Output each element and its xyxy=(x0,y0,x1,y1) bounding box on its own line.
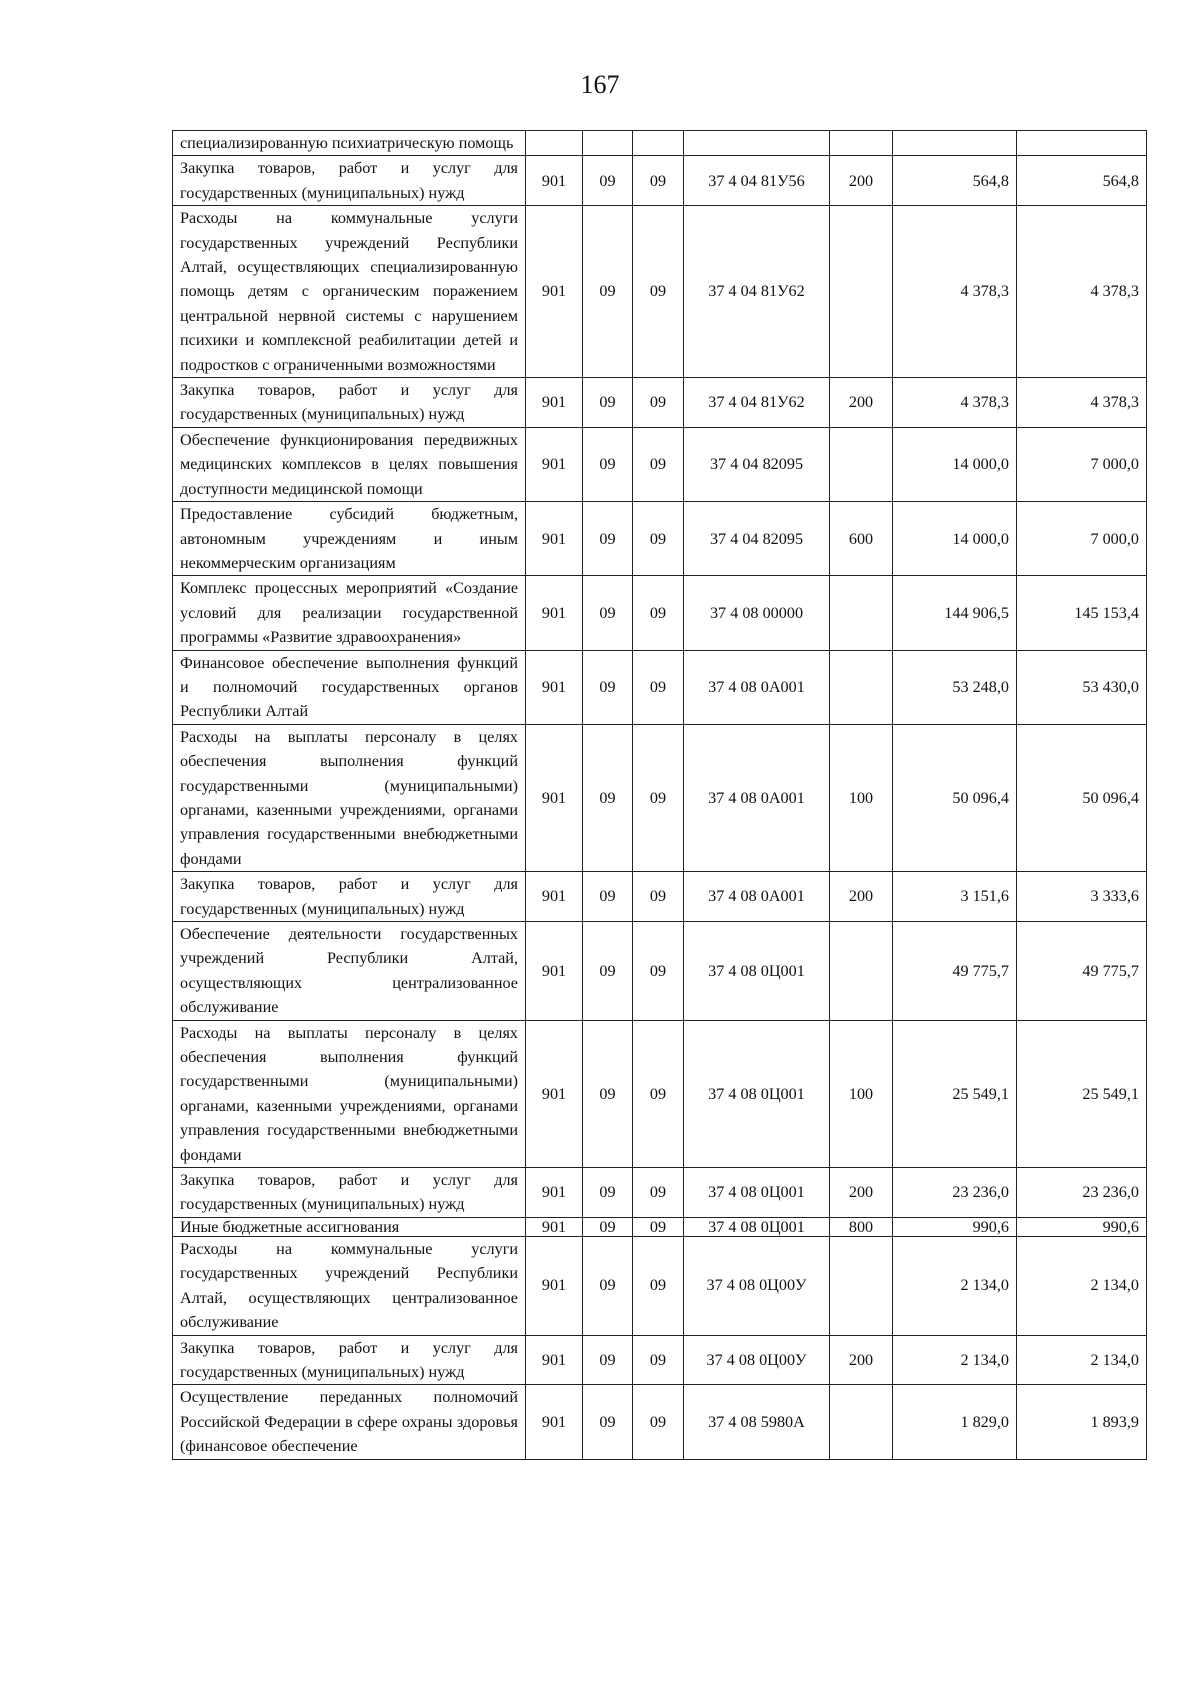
section-code: 09 xyxy=(583,1236,633,1335)
item-name: Предоставление субсидий бюджетным, автономным учреждениям и иным некоммерческим организациям xyxy=(173,502,526,576)
table-row xyxy=(173,206,1147,378)
amount-year-2: 25 549,1 xyxy=(1017,1020,1147,1167)
section-code: 09 xyxy=(583,1168,633,1218)
target-article-code: 37 4 04 81У56 xyxy=(684,156,830,206)
expense-type-code xyxy=(830,1385,893,1459)
table-row xyxy=(173,378,1147,428)
expense-type-code: 200 xyxy=(830,156,893,206)
table-row xyxy=(173,1217,1147,1236)
target-article-code: 37 4 08 0Ц001 xyxy=(684,922,830,1021)
section-code: 09 xyxy=(583,724,633,871)
section-code: 09 xyxy=(583,1217,633,1236)
item-name: Финансовое обеспечение выполнения функций и полномочий государственных органов Республики Алтай xyxy=(173,650,526,724)
admin-code: 901 xyxy=(526,427,583,501)
amount-year-1: 3 151,6 xyxy=(893,872,1017,922)
admin-code xyxy=(526,131,583,156)
expense-type-code: 600 xyxy=(830,502,893,576)
expense-type-code: 200 xyxy=(830,378,893,428)
table-row xyxy=(173,502,1147,576)
subsection-code: 09 xyxy=(633,1385,684,1459)
subsection-code: 09 xyxy=(633,427,684,501)
target-article-code: 37 4 08 0А001 xyxy=(684,872,830,922)
expense-type-code: 200 xyxy=(830,1168,893,1218)
expense-type-code xyxy=(830,1236,893,1335)
amount-year-2: 990,6 xyxy=(1017,1217,1147,1236)
table-row xyxy=(173,156,1147,206)
budget-table-body xyxy=(173,131,1147,1460)
section-code: 09 xyxy=(583,1020,633,1167)
section-code: 09 xyxy=(583,650,633,724)
target-article-code: 37 4 08 0Ц00У xyxy=(684,1236,830,1335)
amount-year-1: 564,8 xyxy=(893,156,1017,206)
expense-type-code xyxy=(830,131,893,156)
amount-year-2: 49 775,7 xyxy=(1017,922,1147,1021)
subsection-code: 09 xyxy=(633,156,684,206)
amount-year-2: 2 134,0 xyxy=(1017,1335,1147,1385)
amount-year-1: 25 549,1 xyxy=(893,1020,1017,1167)
subsection-code: 09 xyxy=(633,1020,684,1167)
amount-year-2: 564,8 xyxy=(1017,156,1147,206)
target-article-code xyxy=(684,131,830,156)
amount-year-1: 49 775,7 xyxy=(893,922,1017,1021)
admin-code: 901 xyxy=(526,1217,583,1236)
subsection-code: 09 xyxy=(633,206,684,378)
item-name: Расходы на выплаты персоналу в целях обеспечения выполнения функций государственными (муниципальными) органами, казенными учреждениями, органами управления государственными внебюджетными фондами xyxy=(173,724,526,871)
subsection-code: 09 xyxy=(633,1168,684,1218)
subsection-code: 09 xyxy=(633,1217,684,1236)
subsection-code: 09 xyxy=(633,922,684,1021)
item-name: Расходы на выплаты персоналу в целях обеспечения выполнения функций государственными (муниципальными) органами, казенными учреждениями, органами управления государственными внебюджетными фондами xyxy=(173,1020,526,1167)
table-row xyxy=(173,1335,1147,1385)
expense-type-code: 200 xyxy=(830,872,893,922)
amount-year-1: 23 236,0 xyxy=(893,1168,1017,1218)
section-code: 09 xyxy=(583,378,633,428)
admin-code: 901 xyxy=(526,206,583,378)
item-name: Закупка товаров, работ и услуг для государственных (муниципальных) нужд xyxy=(173,156,526,206)
expense-type-code: 200 xyxy=(830,1335,893,1385)
admin-code: 901 xyxy=(526,1020,583,1167)
admin-code: 901 xyxy=(526,872,583,922)
table-row xyxy=(173,427,1147,501)
amount-year-1: 14 000,0 xyxy=(893,427,1017,501)
admin-code: 901 xyxy=(526,1335,583,1385)
table-row xyxy=(173,872,1147,922)
amount-year-2: 4 378,3 xyxy=(1017,378,1147,428)
item-name: специализированную психиатрическую помощь xyxy=(173,131,526,156)
item-name: Обеспечение функционирования передвижных медицинских комплексов в целях повышения доступности медицинской помощи xyxy=(173,427,526,501)
page-number: 167 xyxy=(580,70,620,99)
target-article-code: 37 4 08 0Ц001 xyxy=(684,1020,830,1167)
amount-year-2: 50 096,4 xyxy=(1017,724,1147,871)
section-code: 09 xyxy=(583,922,633,1021)
amount-year-2: 4 378,3 xyxy=(1017,206,1147,378)
expense-type-code xyxy=(830,427,893,501)
amount-year-2: 23 236,0 xyxy=(1017,1168,1147,1218)
target-article-code: 37 4 08 00000 xyxy=(684,576,830,650)
admin-code: 901 xyxy=(526,1168,583,1218)
amount-year-1: 1 829,0 xyxy=(893,1385,1017,1459)
admin-code: 901 xyxy=(526,650,583,724)
target-article-code: 37 4 08 5980А xyxy=(684,1385,830,1459)
amount-year-2: 53 430,0 xyxy=(1017,650,1147,724)
expense-type-code: 100 xyxy=(830,1020,893,1167)
expense-type-code: 800 xyxy=(830,1217,893,1236)
item-name: Комплекс процессных мероприятий «Создание условий для реализации государственной программы «Развитие здравоохранения» xyxy=(173,576,526,650)
target-article-code: 37 4 04 82095 xyxy=(684,502,830,576)
amount-year-2: 1 893,9 xyxy=(1017,1385,1147,1459)
subsection-code: 09 xyxy=(633,724,684,871)
subsection-code: 09 xyxy=(633,502,684,576)
section-code xyxy=(583,131,633,156)
target-article-code: 37 4 04 82095 xyxy=(684,427,830,501)
table-row xyxy=(173,1236,1147,1335)
admin-code: 901 xyxy=(526,1385,583,1459)
target-article-code: 37 4 08 0А001 xyxy=(684,724,830,871)
item-name: Расходы на коммунальные услуги государственных учреждений Республики Алтай, осуществляющих централизованное обслуживание xyxy=(173,1236,526,1335)
section-code: 09 xyxy=(583,206,633,378)
section-code: 09 xyxy=(583,502,633,576)
admin-code: 901 xyxy=(526,922,583,1021)
admin-code: 901 xyxy=(526,724,583,871)
item-name: Закупка товаров, работ и услуг для государственных (муниципальных) нужд xyxy=(173,1335,526,1385)
table-row xyxy=(173,724,1147,871)
admin-code: 901 xyxy=(526,378,583,428)
admin-code: 901 xyxy=(526,576,583,650)
amount-year-2 xyxy=(1017,131,1147,156)
target-article-code: 37 4 04 81У62 xyxy=(684,206,830,378)
expense-type-code xyxy=(830,206,893,378)
amount-year-1 xyxy=(893,131,1017,156)
amount-year-1: 2 134,0 xyxy=(893,1335,1017,1385)
subsection-code: 09 xyxy=(633,576,684,650)
amount-year-1: 144 906,5 xyxy=(893,576,1017,650)
amount-year-2: 2 134,0 xyxy=(1017,1236,1147,1335)
amount-year-2: 3 333,6 xyxy=(1017,872,1147,922)
table-row xyxy=(173,1020,1147,1167)
item-name: Обеспечение деятельности государственных учреждений Республики Алтай, осуществляющих централизованное обслуживание xyxy=(173,922,526,1021)
amount-year-2: 7 000,0 xyxy=(1017,427,1147,501)
section-code: 09 xyxy=(583,1385,633,1459)
subsection-code: 09 xyxy=(633,1335,684,1385)
amount-year-2: 145 153,4 xyxy=(1017,576,1147,650)
section-code: 09 xyxy=(583,427,633,501)
amount-year-1: 50 096,4 xyxy=(893,724,1017,871)
amount-year-1: 4 378,3 xyxy=(893,206,1017,378)
section-code: 09 xyxy=(583,156,633,206)
target-article-code: 37 4 08 0Ц00У xyxy=(684,1335,830,1385)
target-article-code: 37 4 08 0А001 xyxy=(684,650,830,724)
amount-year-1: 53 248,0 xyxy=(893,650,1017,724)
expense-type-code: 100 xyxy=(830,724,893,871)
expense-type-code xyxy=(830,650,893,724)
item-name: Закупка товаров, работ и услуг для государственных (муниципальных) нужд xyxy=(173,1168,526,1218)
amount-year-2: 7 000,0 xyxy=(1017,502,1147,576)
target-article-code: 37 4 08 0Ц001 xyxy=(684,1217,830,1236)
section-code: 09 xyxy=(583,576,633,650)
subsection-code: 09 xyxy=(633,378,684,428)
amount-year-1: 14 000,0 xyxy=(893,502,1017,576)
amount-year-1: 990,6 xyxy=(893,1217,1017,1236)
expense-type-code xyxy=(830,922,893,1021)
table-row xyxy=(173,650,1147,724)
item-name: Иные бюджетные ассигнования xyxy=(173,1217,526,1236)
table-row xyxy=(173,1385,1147,1459)
admin-code: 901 xyxy=(526,156,583,206)
section-code: 09 xyxy=(583,872,633,922)
amount-year-1: 4 378,3 xyxy=(893,378,1017,428)
item-name: Закупка товаров, работ и услуг для государственных (муниципальных) нужд xyxy=(173,378,526,428)
amount-year-1: 2 134,0 xyxy=(893,1236,1017,1335)
target-article-code: 37 4 08 0Ц001 xyxy=(684,1168,830,1218)
expense-type-code xyxy=(830,576,893,650)
item-name: Осуществление переданных полномочий Российской Федерации в сфере охраны здоровья (финансовое обеспечение xyxy=(173,1385,526,1459)
budget-table xyxy=(172,130,1147,1460)
subsection-code: 09 xyxy=(633,872,684,922)
subsection-code xyxy=(633,131,684,156)
item-name: Расходы на коммунальные услуги государственных учреждений Республики Алтай, осуществляющих специализированную помощь детям с органическим поражением центральной нервной системы с нарушением психики и комплексной реабилитации детей и подростков с ограниченными возможностями xyxy=(173,206,526,378)
admin-code: 901 xyxy=(526,1236,583,1335)
table-row xyxy=(173,576,1147,650)
target-article-code: 37 4 04 81У62 xyxy=(684,378,830,428)
subsection-code: 09 xyxy=(633,650,684,724)
subsection-code: 09 xyxy=(633,1236,684,1335)
section-code: 09 xyxy=(583,1335,633,1385)
table-row xyxy=(173,922,1147,1021)
item-name: Закупка товаров, работ и услуг для государственных (муниципальных) нужд xyxy=(173,872,526,922)
table-row xyxy=(173,1168,1147,1218)
table-row xyxy=(173,131,1147,156)
admin-code: 901 xyxy=(526,502,583,576)
